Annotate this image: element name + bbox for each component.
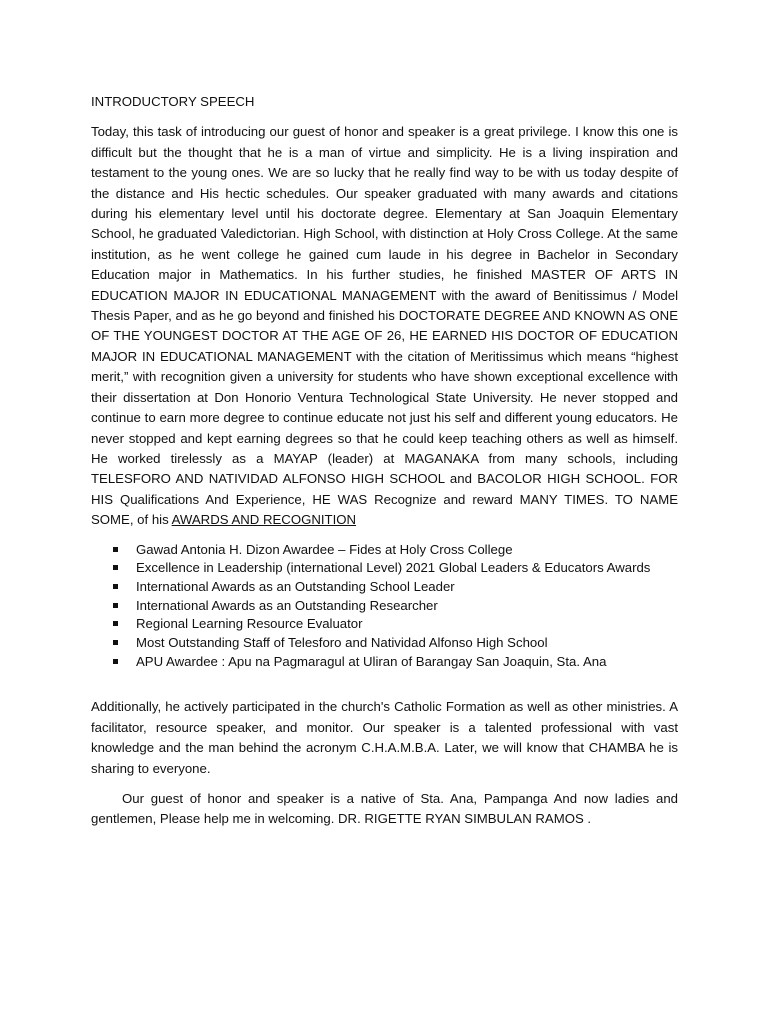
award-text: Most Outstanding Staff of Telesforo and Natividad Alfonso High School xyxy=(136,635,548,651)
square-bullet-icon xyxy=(113,621,118,626)
list-item xyxy=(91,541,678,560)
list-item xyxy=(91,559,678,578)
award-text: International Awards as an Outstanding School Leader xyxy=(136,578,455,594)
awards-heading: AWARDS AND RECOGNITION xyxy=(171,512,357,528)
award-text: Excellence in Leadership (international Level) 2021 Global Leaders & Educators Awards xyxy=(136,560,651,576)
ministry-paragraph: Additionally, he actively participated in the church's Catholic Formation as well as other ministries. A facilitator, resource speaker, and monitor. Our speaker is a talented professional with vast knowledge and the man behind the acronym C.H.A.M.B.A. Later, we will know that CHAMBA he is sharing to everyone. xyxy=(91,699,678,776)
document-page xyxy=(91,92,678,830)
intro-paragraph-text: Today, this task of introducing our guest of honor and speaker is a great privilege. I know this one is difficult but the thought that he is a man of virtue and simplicity. He is a living inspiration and testament to the young ones. We are so lucky that he really find way to be with us today despite of the distance and His hectic schedules. Our speaker graduated with many awards and citations during his elementary level until his doctorate degree. Elementary at San Joaquin Elementary School, he graduated Valedictorian. High School, with distinction at Holy Cross College. At the same institution, as he went college he gained cum laude in his degree in Bachelor in Secondary Education major in Mathematics. In his further studies, he finished MASTER OF ARTS IN EDUCATION MAJOR IN EDUCATIONAL MANAGEMENT with the award of Benitissimus / Model Thesis Paper, and as he go beyond and finished his DOCTORATE DEGREE AND KNOWN AS ONE OF THE YOUNGEST DOCTOR AT THE AGE OF 26, HE EARNED HIS DOCTOR OF EDUCATION MAJOR IN EDUCATIONAL MANAGEMENT with the citation of Meritissimus which means “highest merit,” with recognition given a university for students who have shown exceptional excellence with their dissertation at Don Honorio Ventura Technological State University. He never stopped and continue to earn more degree to continue educate not just his self and different young educators. He never stopped and kept earning degrees so that he could keep teaching others as well as himself. He worked tirelessly as a MAYAP (leader) at MAGANAKA from many schools, including TELESFORO AND NATIVIDAD ALFONSO HIGH SCHOOL and BACOLOR HIGH SCHOOL. FOR HIS Qualifications And Experience, HE WAS Recognize and reward MANY TIMES. TO NAME SOME, of his xyxy=(91,124,678,528)
square-bullet-icon xyxy=(113,584,118,589)
award-text: Regional Learning Resource Evaluator xyxy=(136,616,363,632)
list-item xyxy=(91,653,678,672)
award-text: Gawad Antonia H. Dizon Awardee – Fides at Holy Cross College xyxy=(136,541,513,557)
list-item xyxy=(91,634,678,653)
list-item xyxy=(91,597,678,616)
closing-paragraph: Our guest of honor and speaker is a native of Sta. Ana, Pampanga And now ladies and gentlemen, Please help me in welcoming. DR. RIGETTE RYAN SIMBULAN RAMOS . xyxy=(91,791,678,827)
intro-paragraph xyxy=(91,122,678,530)
square-bullet-icon xyxy=(113,565,118,570)
square-bullet-icon xyxy=(113,547,118,552)
award-text: APU Awardee : Apu na Pagmaragul at Uliran of Barangay San Joaquin, Sta. Ana xyxy=(136,653,607,669)
square-bullet-icon xyxy=(113,603,118,608)
list-item xyxy=(91,578,678,597)
square-bullet-icon xyxy=(113,659,118,664)
award-text: International Awards as an Outstanding Researcher xyxy=(136,597,438,613)
list-item xyxy=(91,615,678,634)
page-title: INTRODUCTORY SPEECH xyxy=(91,94,255,109)
square-bullet-icon xyxy=(113,640,118,645)
awards-list xyxy=(91,541,678,672)
